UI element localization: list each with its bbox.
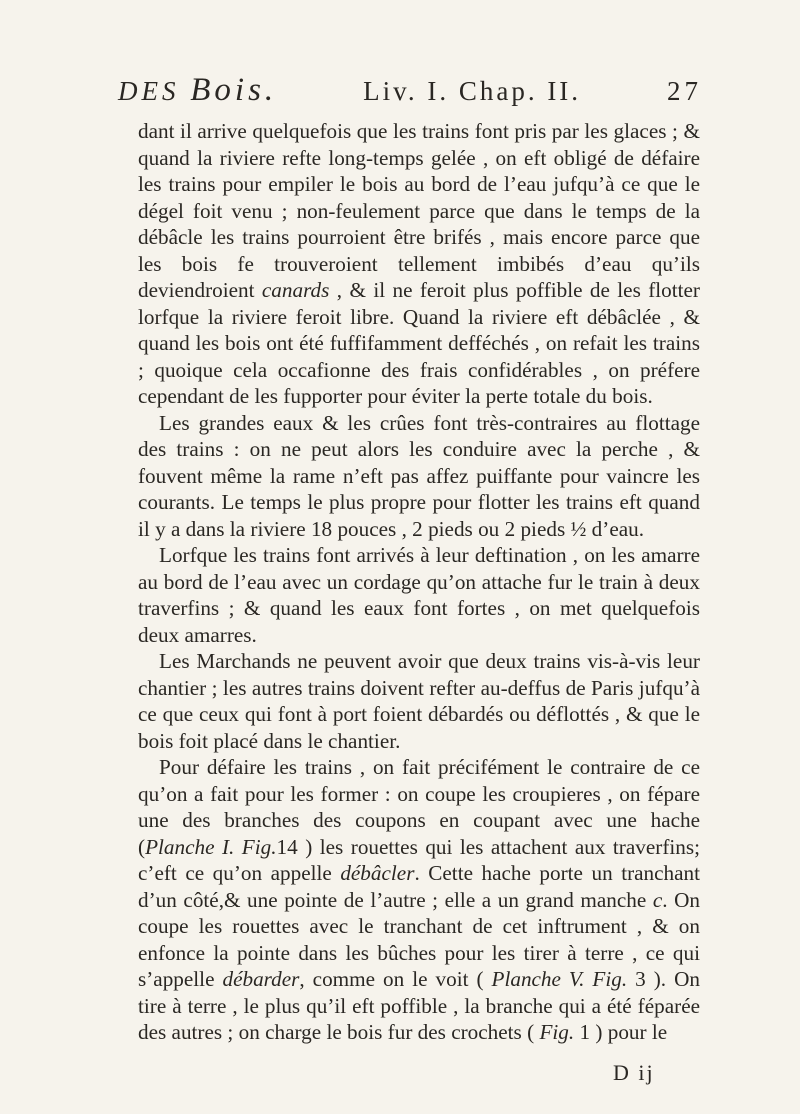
text-run: 1 ) pour le (574, 1020, 668, 1044)
italic-run: c (652, 887, 663, 912)
text-run: . On coupe les rouettes avec le tranchant de cet inftrument , & on enfonce la pointe dans les bûches pour les tirer à terre , ce qui s’appelle (138, 887, 700, 991)
italic-run: canards (261, 278, 330, 302)
signature-mark: D ij (613, 1060, 655, 1085)
text-run: , comme on le voit ( (299, 967, 492, 991)
italic-run: Planche I. Fig. (145, 834, 277, 859)
running-title-prefix: DES (118, 76, 180, 106)
text-run: 14 ) les rouettes qui les attachent aux traverfins; c’eft ce qu’on appelle (138, 834, 700, 885)
paragraph (138, 754, 700, 1046)
text-run: . Cette hache porte un tranchant d’un côté,& une pointe de l’autre ; elle a un grand manche (138, 861, 701, 912)
text-run: Lorfque les trains font arrivés à leur deftination , on les amarre au bord de l’eau avec un cordage qu’on attache fur le train à deux traverfins ; & quand les eaux font fortes , on met quelquefois deux amarres. (138, 543, 700, 647)
body-text (138, 118, 700, 1046)
running-title-word: Bois. (190, 72, 278, 108)
text-run: Pour défaire les trains , on fait précifément le contraire de ce qu’on a fait pour les former : on coupe les croupieres , on fépare une des branches des coupons en coupant avec une hache ( (138, 755, 700, 859)
text-run: dant il arrive quelquefois que les trains font pris par les glaces ; & quand la riviere refte long-temps gelée , on eft obligé de défaire les trains pour empiler le bois au bord de l’eau jufqu’à ce que le dégel foit venu ; non-feulement parce que dans le temps de la débâcle les trains pourroient être brifés , mais encore parce que les bois fe trouveroient tellement imbibés d’eau qu’ils deviendroient (138, 119, 700, 302)
italic-run: Fig. (539, 1020, 575, 1044)
paragraph (138, 542, 700, 648)
running-header (118, 72, 702, 109)
italic-run: débarder (222, 967, 300, 991)
paragraph (138, 410, 700, 543)
italic-run: Planche V. Fig. (491, 967, 628, 991)
text-run: , & il ne feroit plus poffible de les flotter lorfque la riviere feroit libre. Quand la riviere eft débâclée , & quand les bois ont été fuffifamment defféchés , on refait les trains ; quoique cela occafionne des frais confidérables , on préfere cependant de les fupporter pour éviter la perte totale du bois. (138, 278, 700, 408)
paragraph (138, 648, 700, 754)
paragraph (138, 118, 700, 410)
chapter-reference: Liv. I. Chap. II. (363, 76, 582, 106)
italic-run: débâcler (340, 861, 415, 885)
text-run: 3 ). On tire à terre , le plus qu’il eft poffible , la branche qui a été féparée des autres ; on charge le bois fur des crochets ( (138, 967, 700, 1044)
page-number: 27 (666, 76, 702, 106)
text-run: Les grandes eaux & les crûes font très-contraires au flottage des trains : on ne peut alors les conduire avec la perche , & fouvent même la rame n’eft pas affez puiffante pour vaincre les courants. Le temps le plus propre pour flotter les trains eft quand il y a dans la riviere 18 pouces , 2 pieds ou 2 pieds ½ d’eau. (138, 410, 700, 541)
text-run: Les Marchands ne peuvent avoir que deux trains vis-à-vis leur chantier ; les autres trains doivent refter au-deffus de Paris jufqu’à ce que ceux qui font à port foient débardés ou déflottés , & que le bois foit placé dans le chantier. (138, 649, 700, 753)
running-title (118, 72, 277, 109)
